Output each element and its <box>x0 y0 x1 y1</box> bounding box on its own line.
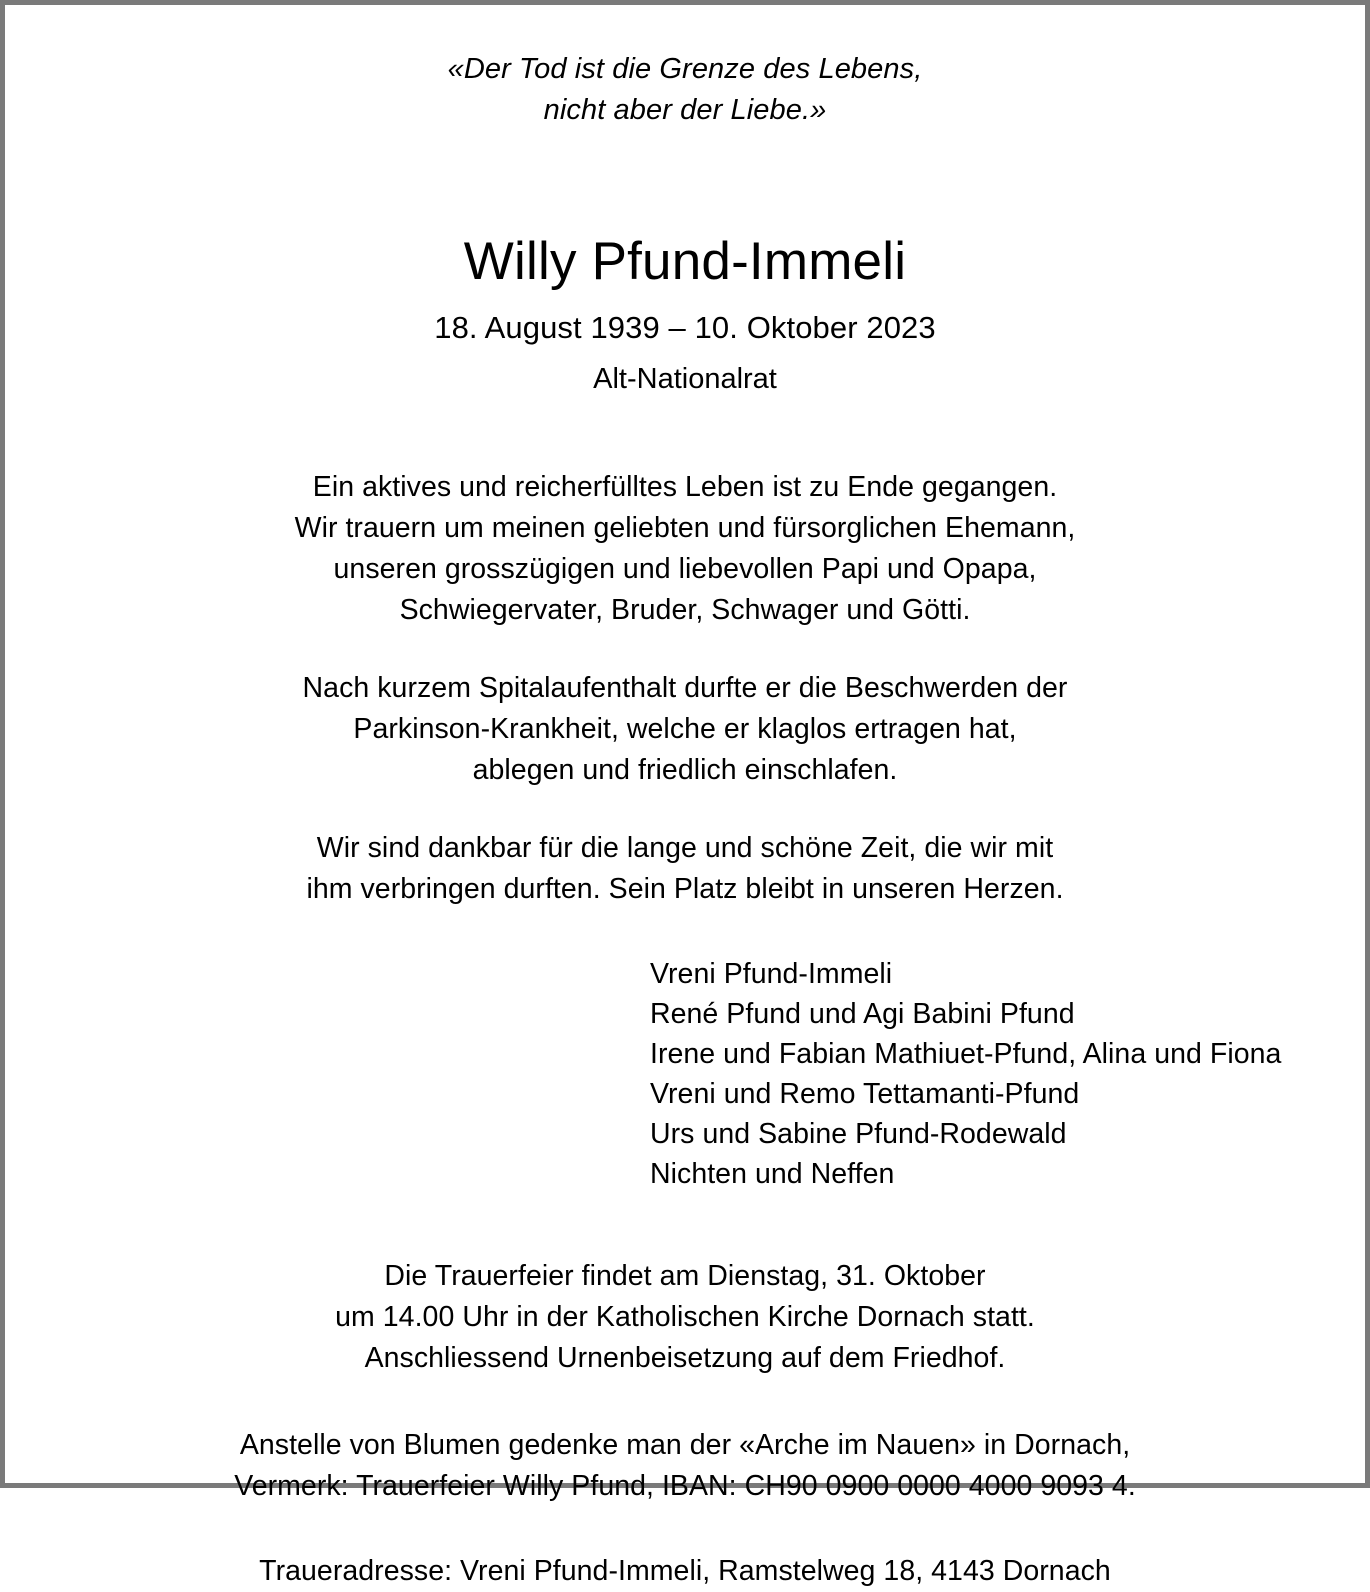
ceremony-line: Die Trauerfeier findet am Dienstag, 31. Oktober <box>384 1260 986 1292</box>
memorial-paragraph-3 <box>35 828 1335 910</box>
donation-line: Anstelle von Blumen gedenke man der «Arche im Nauen» in Dornach, <box>239 1429 1131 1461</box>
memorial-quote-line: nicht aber der Liebe.» <box>543 94 827 126</box>
survivors-block <box>35 954 1335 1194</box>
survivor-name: Irene und Fabian Mathiuet-Pfund, Alina und Fiona <box>650 1038 1282 1070</box>
survivor-name: Nichten und Neffen <box>650 1158 895 1190</box>
donation-line-iban: Vermerk: Trauerfeier Willy Pfund, IBAN: CH90 0900 0000 4000 9093 4. <box>234 1470 1136 1502</box>
paragraph-line: Nach kurzem Spitalaufenthalt durfte er die Beschwerden der <box>302 672 1068 704</box>
paragraph-line: ablegen und friedlich einschlafen. <box>472 754 898 786</box>
ceremony-details <box>35 1256 1335 1379</box>
deceased-name: Willy Pfund-Immeli <box>463 232 907 291</box>
life-dates: 18. August 1939 – 10. Oktober 2023 <box>434 310 936 345</box>
obituary-content <box>5 5 1365 1587</box>
survivors-list <box>650 954 1281 1194</box>
role-title: Alt-Nationalrat <box>593 363 777 395</box>
paragraph-line: ihm verbringen durften. Sein Platz bleibt in unseren Herzen. <box>306 873 1064 905</box>
memorial-quote-line: «Der Tod ist die Grenze des Lebens, <box>447 53 923 85</box>
ceremony-line: um 14.00 Uhr in der Katholischen Kirche Dornach statt. <box>335 1301 1035 1333</box>
paragraph-line: Wir trauern um meinen geliebten und fürsorglichen Ehemann, <box>294 512 1076 544</box>
survivor-name: René Pfund und Agi Babini Pfund <box>650 998 1075 1030</box>
contact-address: Traueradresse: Vreni Pfund-Immeli, Ramstelweg 18, 4143 Dornach <box>259 1555 1111 1587</box>
paragraph-line: Ein aktives und reicherfülltes Leben ist zu Ende gegangen. <box>312 471 1058 503</box>
survivor-name: Vreni und Remo Tettamanti-Pfund <box>650 1078 1080 1110</box>
paragraph-line: Wir sind dankbar für die lange und schöne Zeit, die wir mit <box>316 832 1054 864</box>
memorial-quote <box>448 49 923 131</box>
survivor-name: Vreni Pfund-Immeli <box>650 958 893 990</box>
memorial-paragraph-1 <box>35 467 1335 631</box>
survivor-name: Urs und Sabine Pfund-Rodewald <box>650 1118 1067 1150</box>
paragraph-line: Schwiegervater, Bruder, Schwager und Götti. <box>399 594 971 626</box>
donation-details <box>35 1425 1335 1507</box>
paragraph-line: unseren grosszügigen und liebevollen Papi und Opapa, <box>333 553 1037 585</box>
paragraph-line: Parkinson-Krankheit, welche er klaglos ertragen hat, <box>353 713 1017 745</box>
ceremony-line: Anschliessend Urnenbeisetzung auf dem Friedhof. <box>364 1342 1006 1374</box>
memorial-paragraph-2 <box>35 668 1335 791</box>
